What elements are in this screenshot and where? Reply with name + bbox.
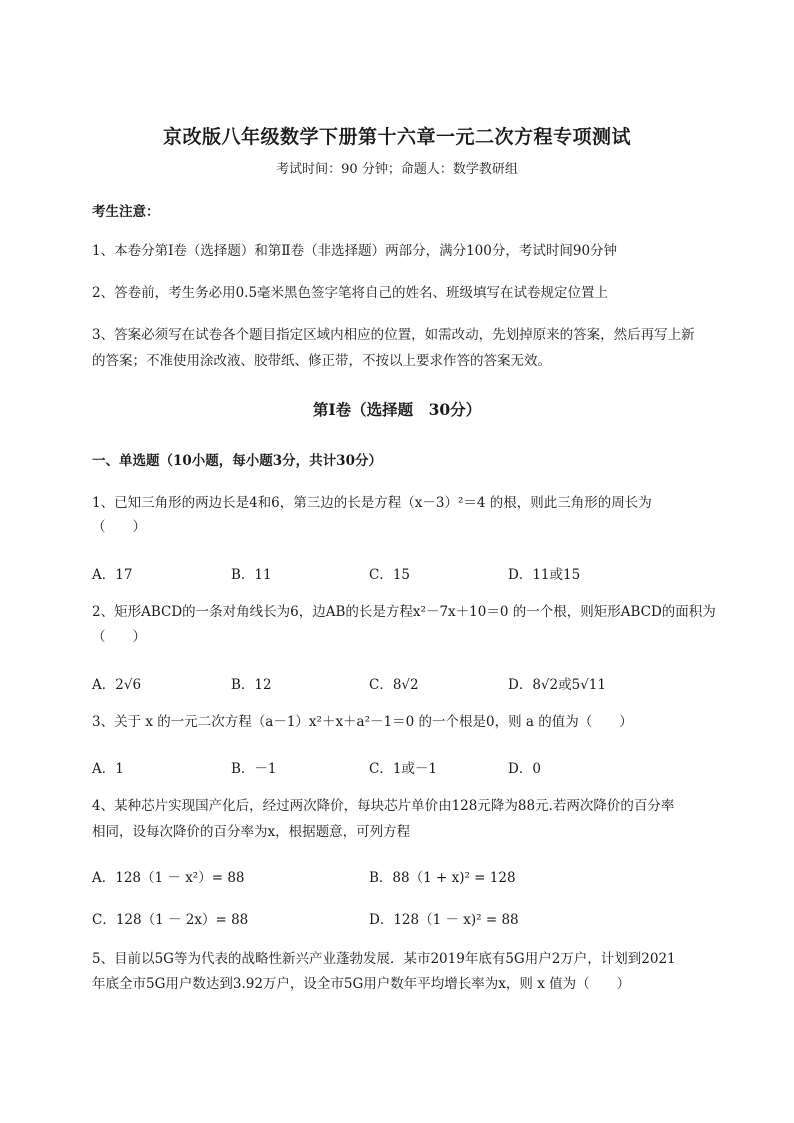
q1-option-d: D．11或15: [508, 567, 581, 583]
q1-option-a: A．17: [92, 567, 133, 583]
q2-option-c: C．8√2: [369, 677, 419, 693]
q3-option-d: D．0: [508, 761, 541, 777]
notice-heading: 考生注意：: [92, 204, 160, 220]
q2-option-a: A．2√6: [92, 677, 142, 693]
q4-option-d: D．128（1 － x)² = 88: [369, 912, 519, 928]
page-title: 京改版八年级数学下册第十六章一元二次方程专项测试: [162, 126, 631, 148]
question-2-blank: （ ）: [92, 629, 146, 645]
q3-option-b: B．－1: [231, 761, 277, 777]
page-subtitle: 考试时间：90 分钟；命题人：数学教研组: [276, 162, 518, 177]
section-title: 第Ⅰ卷（选择题 30分）: [312, 400, 482, 419]
q1-option-c: C．15: [369, 567, 411, 583]
q4-option-a: A．128（1 － x²）= 88: [92, 870, 245, 886]
q2-option-b: B．12: [231, 677, 272, 693]
question-1-text: 1、已知三角形的两边长是4和6，第三边的长是方程（x－3）²＝4 的根，则此三角形的周长为: [92, 495, 652, 511]
question-4-text: 4、某种芯片实现国产化后，经过两次降价，每块芯片单价由128元降为88元.若两次降价的百分率: [92, 798, 675, 814]
part-heading: 一、单选题（10小题，每小题3分，共计30分）: [92, 453, 382, 469]
q3-option-c: C．1或－1: [369, 761, 438, 777]
notice-item: 3、答案必须写在试卷各个题目指定区域内相应的位置，如需改动，先划掉原来的答案，然后再写上新: [92, 327, 695, 343]
question-2-text: 2、矩形ABCD的一条对角线长为6，边AB的长是方程x²－7x＋10＝0 的一个根，则矩形ABCD的面积为: [92, 604, 716, 620]
question-4-text-2: 相同，设每次降价的百分率为x，根据题意，可列方程: [92, 824, 411, 840]
q1-option-b: B．11: [231, 567, 272, 583]
question-3-text: 3、关于 x 的一元二次方程（a－1）x²＋x＋a²－1＝0 的一个根是0，则 a 的值为（ ）: [92, 714, 633, 730]
question-5-text-2: 年底全市5G用户数达到3.92万户，设全市5G用户数年平均增长率为x，则 x 值为（ ）: [92, 976, 631, 992]
q4-option-c: C．128（1 － 2x）= 88: [92, 912, 249, 928]
q2-option-d: D．8√2或5√11: [508, 677, 606, 693]
question-5-text: 5、目前以5G等为代表的战略性新兴产业蓬勃发展．某市2019年底有5G用户2万户，计划到2021: [92, 951, 676, 967]
question-1-blank: （ ）: [92, 519, 146, 535]
q3-option-a: A．1: [92, 761, 124, 777]
notice-item: 2、答卷前，考生务必用0.5毫米黑色签字笔将自己的姓名、班级填写在试卷规定位置上: [92, 285, 609, 301]
q4-option-b: B．88（1 + x)² = 128: [369, 870, 516, 886]
notice-item: 1、本卷分第Ⅰ卷（选择题）和第Ⅱ卷（非选择题）两部分，满分100分，考试时间90分钟: [92, 243, 618, 259]
notice-item: 的答案；不准使用涂改液、胶带纸、修正带，不按以上要求作答的答案无效。: [92, 353, 551, 369]
